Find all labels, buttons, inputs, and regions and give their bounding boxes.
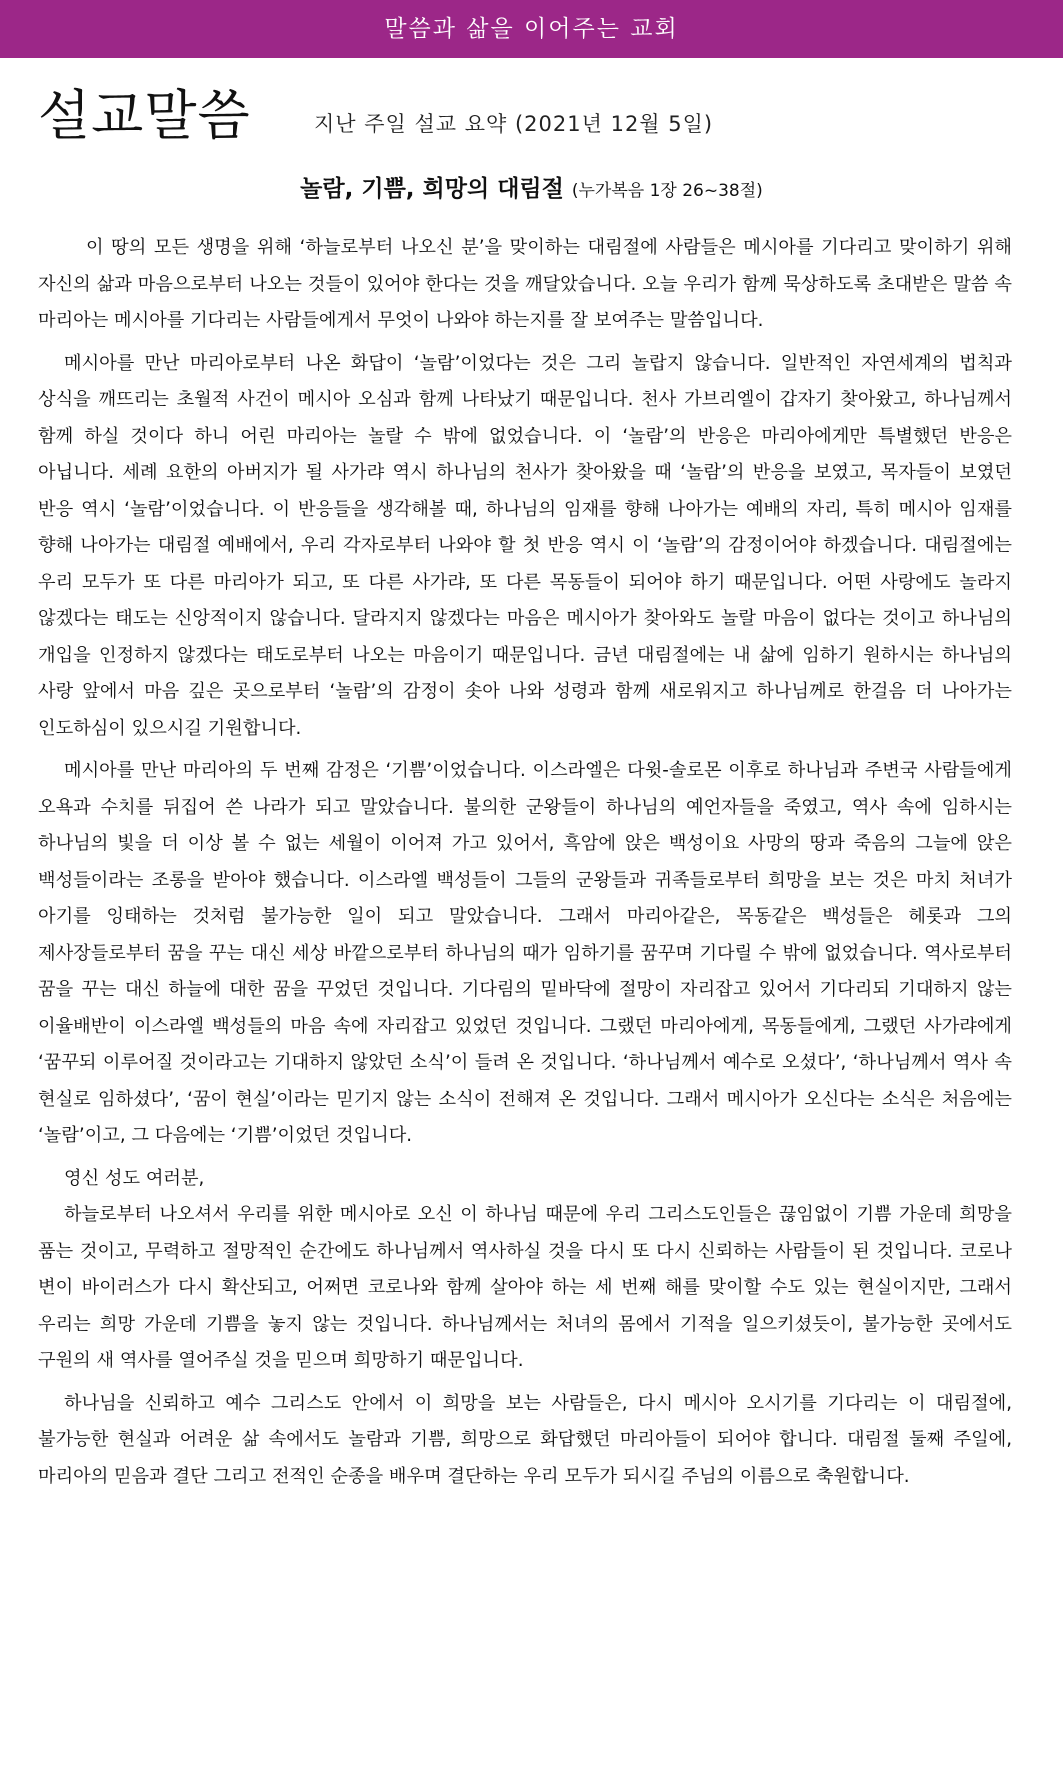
paragraph-greeting: 영신 성도 여러분,: [64, 1167, 205, 1189]
page-subtitle: 지난 주일 설교 요약 (2021년 12월 5일): [314, 112, 714, 136]
sermon-title: 놀람, 기쁨, 희망의 대림절: [300, 176, 564, 202]
paragraph: 하나님을 신뢰하고 예수 그리스도 안에서 이 희망을 보는 사람들은, 다시 메시아 오시기를 기다리는 이 대림절에, 불가능한 현실과 어려운 삶 속에서도 놀람과 기쁨, 희망으로 화답했던 마리아들이 되어야 합니다. 대림절 둘째 주일에, 마리아의 믿음과 결단 그리고 전적인 순종을 배우며 결단하는 우리 모두가 되시길 주님의 이름으로 축원합니다.: [38, 1392, 1012, 1487]
paragraph: 메시아를 만난 마리아의 두 번째 감정은 ‘기쁨’이었습니다. 이스라엘은 다윗-솔로몬 이후로 하나님과 주변국 사람들에게 오욕과 수치를 뒤집어 쓴 나라가 되고 말았습니다. 불의한 군왕들이 하나님의 예언자들을 죽였고, 역사 속에 임하시는 하나님의 빛을 더 이상 볼 수 없는 세월이 이어져 가고 있어서, 흑암에 앉은 백성이요 사망의 땅과 죽음의 그늘에 앉은 백성들이라는 조롱을 받아야 했습니다. 이스라엘 백성들이 그들의 군왕들과 귀족들로부터 희망을 보는 것은 마치 처녀가 아기를 잉태하는 것처럼 불가능한 일이 되고 말았습니다. 그래서 마리아같은, 목동같은 백성들은 헤롯과 그의 제사장들로부터 꿈을 꾸는 대신 세상 바깥으로부터 하나님의 때가 임하기를 꿈꾸며 기다릴 수 밖에 없었습니다. 역사로부터 꿈을 꾸는 대신 하늘에 대한 꿈을 꾸었던 것입니다. 기다림의 밑바닥에 절망이 자리잡고 있어서 기다리되 기대하지 않는 이율배반이 이스라엘 백성들의 마음 속에 자리잡고 있었던 것입니다. 그랬던 마리아에게, 목동들에게, 그랬던 사가랴에게 ‘꿈꾸되 이루어질 것이라고는 기대하지 않았던 소식’이 들려 온 것입니다. ‘하나님께서 예수로 오셨다’, ‘하나님께서 역사 속 현실로 임하셨다’, ‘꿈이 현실’이라는 믿기지 않는 소식이 전해져 온 것입니다. 그래서 메시아가 오신다는 소식은 처음에는 ‘놀람’이고, 그 다음에는 ‘기쁨’이었던 것입니다.: [38, 760, 1012, 1146]
sermon-body: [38, 230, 1012, 1501]
paragraph: 하늘로부터 나오셔서 우리를 위한 메시아로 오신 이 하나님 때문에 우리 그리스도인들은 끊임없이 기쁨 가운데 희망을 품는 것이고, 무력하고 절망적인 순간에도 하나님께서 역사하실 것을 다시 또 다시 신뢰하는 사람들이 된 것입니다. 코로나 변이 바이러스가 다시 확산되고, 어쩌면 코로나와 함께 살아야 하는 세 번째 해를 맞이할 수도 있는 현실이지만, 그래서 우리는 희망 가운데 기쁨을 놓지 않는 것입니다. 하나님께서는 처녀의 몸에서 기적을 일으키셨듯이, 불가능한 곳에서도 구원의 새 역사를 열어주실 것을 믿으며 희망하기 때문입니다.: [38, 1204, 1012, 1371]
top-banner: [0, 0, 1063, 58]
sermon-heading: [0, 173, 1063, 207]
sermon-scripture: (누가복음 1장 26~38절): [571, 181, 763, 201]
page-title: 설교말씀: [38, 84, 251, 147]
header: [38, 84, 1038, 154]
banner-title: 말씀과 삶을 이어주는 교회: [384, 16, 679, 42]
paragraph: 메시아를 만난 마리아로부터 나온 화답이 ‘놀람’이었다는 것은 그리 놀랍지 않습니다. 일반적인 자연세계의 법칙과 상식을 깨뜨리는 초월적 사건이 메시아 오심과 함께 나타났기 때문입니다. 천사 가브리엘이 갑자기 찾아왔고, 하나님께서 함께 하실 것이다 하니 어린 마리아는 놀랄 수 밖에 없었습니다. 이 ‘놀람’의 반응은 마리아에게만 특별했던 반응은 아닙니다. 세례 요한의 아버지가 될 사가랴 역시 하나님의 천사가 찾아왔을 때 ‘놀람’의 반응을 보였고, 목자들이 보였던 반응 역시 ‘놀람’이었습니다. 이 반응들을 생각해볼 때, 하나님의 임재를 향해 나아가는 예배의 자리, 특히 메시아 임재를 향해 나아가는 대림절 예배에서, 우리 각자로부터 나와야 할 첫 반응 역시 이 ‘놀람’의 감정이어야 하겠습니다. 대림절에는 우리 모두가 또 다른 마리아가 되고, 또 다른 사가랴, 또 다른 목동들이 되어야 하기 때문입니다. 어떤 사랑에도 놀라지 않겠다는 태도는 신앙적이지 않습니다. 달라지지 않겠다는 마음은 메시아가 찾아와도 놀랄 마음이 없다는 것이고 하나님의 개입을 인정하지 않겠다는 태도로부터 나오는 마음이기 때문입니다. 금년 대림절에는 내 삶에 임하기 원하시는 하나님의 사랑 앞에서 마음 깊은 곳으로부터 ‘놀람’의 감정이 솟아 나와 성령과 함께 새로워지고 하나님께로 한걸음 더 나아가는 인도하심이 있으시길 기원합니다.: [38, 352, 1012, 739]
paragraph: 이 땅의 모든 생명을 위해 ‘하늘로부터 나오신 분’을 맞이하는 대림절에 사람들은 메시아를 기다리고 맞이하기 위해 자신의 삶과 마음으로부터 나오는 것들이 있어야 한다는 것을 깨달았습니다. 오늘 우리가 함께 묵상하도록 초대받은 말씀 속 마리아는 메시아를 기다리는 사람들에게서 무엇이 나와야 하는지를 잘 보여주는 말씀입니다.: [38, 237, 1012, 331]
